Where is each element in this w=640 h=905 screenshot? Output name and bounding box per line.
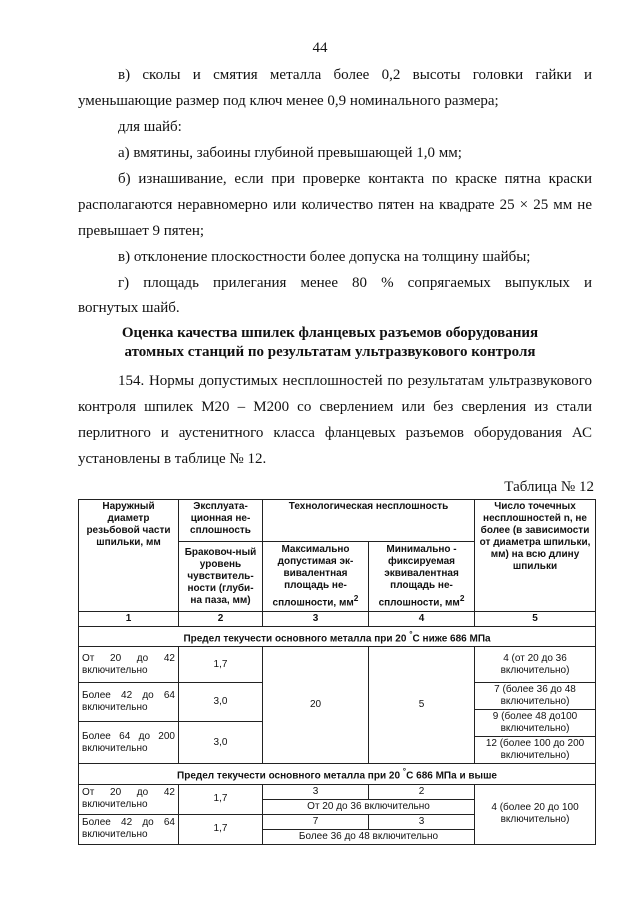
- min-area-cell: 2: [369, 784, 475, 799]
- text-line: уменьшающие размер под ключ менее 0,9 номинального размера;: [78, 93, 499, 109]
- paragraph-line: 154. Нормы допустимых несплошностей по результатам ультразвукового: [118, 373, 592, 389]
- reject-level-cell: 1,7: [179, 647, 263, 683]
- max-area-cell: 7: [263, 814, 369, 829]
- reject-level-cell: 3,0: [179, 722, 263, 764]
- text-line: г) площадь прилегания менее 80 % сопрягаемых выпуклых и: [118, 275, 592, 291]
- diameter-cell: От 20 до 42 включительно: [79, 784, 179, 814]
- section-title-text: Предел текучести основного металла при 20: [177, 770, 401, 782]
- paragraph-line: перлитного и аустенитного класса фланцевых разъемов оборудования АС: [78, 425, 592, 441]
- reject-level-cell: 3,0: [179, 683, 263, 722]
- column-number: 5: [475, 612, 596, 627]
- text-line: для шайб:: [118, 119, 182, 135]
- paragraph-line: контроля шпилек М20 – М200 со сверлением или без сверления из стали: [78, 399, 592, 415]
- range-cell: От 20 до 36 включительно: [263, 799, 475, 814]
- reject-level-cell: 1,7: [179, 784, 263, 814]
- max-area-cell: 3: [263, 784, 369, 799]
- table-header-row: [79, 500, 596, 542]
- text-line: вогнутых шайб.: [78, 300, 180, 316]
- min-area-cell: 5: [369, 647, 475, 764]
- text-line: в) отклонение плоскостности более допуска на толщину шайбы;: [118, 249, 531, 265]
- text-line: в) сколы и смятия металла более 0,2 высоты головки гайки и: [118, 67, 592, 83]
- table-caption: Таблица № 12: [504, 479, 594, 495]
- text-line: а) вмятины, забоины глубиной превышающей 1,0 мм;: [118, 145, 462, 161]
- table-row: [79, 784, 596, 799]
- header-min-area-text: Минимально - фиксируемая эквивалентная площадь не-сплошности, мм: [378, 543, 460, 609]
- norms-table: [78, 499, 596, 845]
- column-number-row: [79, 612, 596, 627]
- section-heading-line2: атомных станций по результатам ультразвукового контроля: [124, 344, 536, 360]
- header-technological: Технологическая несплошность: [263, 500, 475, 542]
- text-line: превышает 9 пятен;: [78, 223, 205, 239]
- degree-sign: °: [402, 766, 407, 777]
- section-title: [79, 764, 596, 784]
- column-number: 1: [79, 612, 179, 627]
- column-number: 2: [179, 612, 263, 627]
- header-point-count: Число точечных несплошностей n, не более (в зависимости от диаметра шпильки, мм) на всю длину шпильки: [475, 500, 596, 612]
- section-heading-line1: Оценка качества шпилек фланцевых разъемов оборудования: [121, 325, 539, 341]
- paragraph-line: установлены в таблице № 12.: [78, 451, 267, 467]
- header-max-area: [263, 542, 369, 612]
- diameter-cell: От 20 до 42 включительно: [79, 647, 179, 683]
- header-max-area-text: Максимально допустимая эк-вивалентная площадь не-сплошности, мм: [272, 543, 354, 609]
- section-title-row: [79, 627, 596, 647]
- header-diameter: Наружный диаметр резьбовой части шпильки, мм: [79, 500, 179, 612]
- degree-sign: °: [409, 629, 413, 639]
- count-cell: 7 (более 36 до 48 включительно): [475, 683, 596, 710]
- header-reject-level: Браковоч-ный уровень чувствитель-ности (глуби-на паза, мм): [179, 542, 263, 612]
- reject-level-cell: 1,7: [179, 814, 263, 844]
- max-area-cell: 20: [263, 647, 369, 764]
- count-cell: 4 (от 20 до 36 включительно): [475, 647, 596, 683]
- superscript: 2: [353, 592, 359, 603]
- count-cell: 9 (более 48 до100 включительно): [475, 710, 596, 737]
- page-number: 44: [312, 40, 328, 56]
- header-operational: Эксплуата-ционная не-сплошность: [179, 500, 263, 542]
- table-row: [79, 647, 596, 666]
- count-cell: 12 (более 100 до 200 включительно): [475, 737, 596, 764]
- range-cell: Более 36 до 48 включительно: [263, 829, 475, 844]
- section-title-text: С ниже 686 МПа: [412, 633, 491, 645]
- text-line: б) изнашивание, если при проверке контакта по краске пятна краски: [118, 171, 592, 187]
- count-cell: 4 (более 20 до 100 включительно): [475, 784, 596, 844]
- superscript: 2: [459, 592, 465, 603]
- section-title-text: Предел текучести основного металла при 20: [183, 633, 407, 645]
- column-number: 3: [263, 612, 369, 627]
- section-title-row: [79, 764, 596, 784]
- column-number: 4: [369, 612, 475, 627]
- min-area-cell: 3: [369, 814, 475, 829]
- diameter-cell: Более 42 до 64 включительно: [79, 814, 179, 844]
- text-line: располагаются неравномерно или количество пятен на квадрате 25 × 25 мм не: [78, 197, 592, 213]
- header-min-area: [369, 542, 475, 612]
- section-title: [79, 627, 596, 647]
- section-title-text: С 686 МПа и выше: [406, 770, 497, 782]
- diameter-cell: Более 64 до 200 включительно: [79, 722, 179, 764]
- diameter-cell: Более 42 до 64 включительно: [79, 683, 179, 722]
